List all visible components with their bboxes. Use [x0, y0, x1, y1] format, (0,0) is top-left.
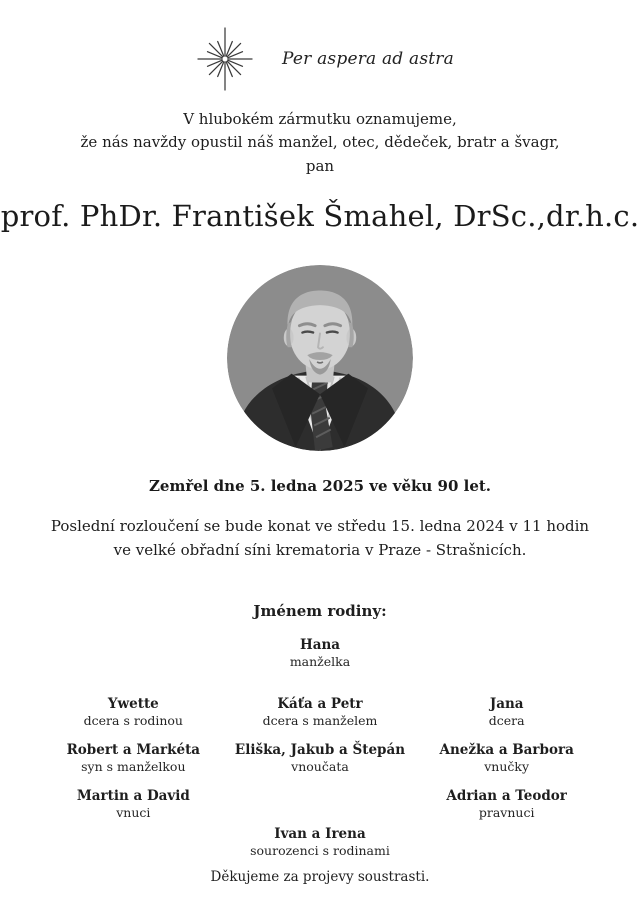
intro-line-3: pan [305, 156, 335, 175]
family-member-relation: dcera s manželem [262, 712, 378, 728]
ceremony-info [0, 514, 640, 562]
family-member-relation: vnuci [116, 804, 151, 820]
family-grid [40, 696, 600, 870]
family-member-relation: sourozenci s rodinami [250, 842, 390, 858]
family-member-name: Martin a David [76, 787, 190, 804]
family-member-name: Anežka a Barbora [439, 741, 574, 758]
header [0, 0, 640, 92]
portrait-wrap [0, 265, 640, 451]
family-member-relation: vnoučata [291, 758, 349, 774]
family-member-name: Káťa a Petr [277, 695, 363, 712]
family-member [413, 742, 600, 778]
family-heading: Jménem rodiny: [253, 601, 387, 620]
family-member-name: Robert a Markéta [66, 741, 201, 758]
family-member-name: Eliška, Jakub a Štepán [234, 741, 406, 758]
motto-text: Per aspera ad astra [282, 49, 454, 69]
family-member-relation: manželka [289, 653, 351, 669]
ceremony-line-2: ve velké obřadní síni krematoria v Praze - Strašnicích. [113, 540, 527, 559]
family-member [40, 788, 227, 824]
family-member [413, 696, 600, 732]
ceremony-line-1: Poslední rozloučení se bude konat ve středu 15. ledna 2024 v 11 hodin [50, 516, 590, 535]
family-primary [0, 637, 640, 670]
family-member-name: Adrian a Teodor [446, 787, 567, 804]
family-member [413, 788, 600, 824]
deceased-name: prof. PhDr. František Šmahel, DrSc.,dr.h.c. [0, 198, 640, 233]
family-member [227, 742, 414, 778]
family-member [227, 826, 414, 870]
family-member [227, 696, 414, 732]
condolence-footer: Děkujeme za projevy soustrasti. [210, 869, 430, 885]
deceased-portrait-photo [227, 265, 413, 451]
family-member [40, 742, 227, 778]
family-member-name: Ywette [107, 695, 159, 712]
family-member-name: Ivan a Irena [274, 825, 366, 842]
intro-line-1: V hlubokém zármutku oznamujeme, [183, 110, 457, 128]
intro-block [0, 108, 640, 178]
starburst-icon [186, 26, 264, 92]
family-member-name: Hana [299, 636, 341, 653]
family-member-relation: vnučky [484, 758, 530, 774]
family-member-relation: dcera s rodinou [83, 712, 183, 728]
family-member [40, 696, 227, 732]
family-member-relation: pravnuci [478, 804, 535, 820]
family-member-name: Jana [489, 695, 524, 712]
intro-line-2: že nás navždy opustil náš manžel, otec, dědeček, bratr a švagr, [80, 133, 560, 152]
family-member-relation: syn s manželkou [81, 758, 186, 774]
death-notice: Zemřel dne 5. ledna 2025 ve věku 90 let. [148, 476, 492, 495]
family-member-relation: dcera [488, 712, 525, 728]
